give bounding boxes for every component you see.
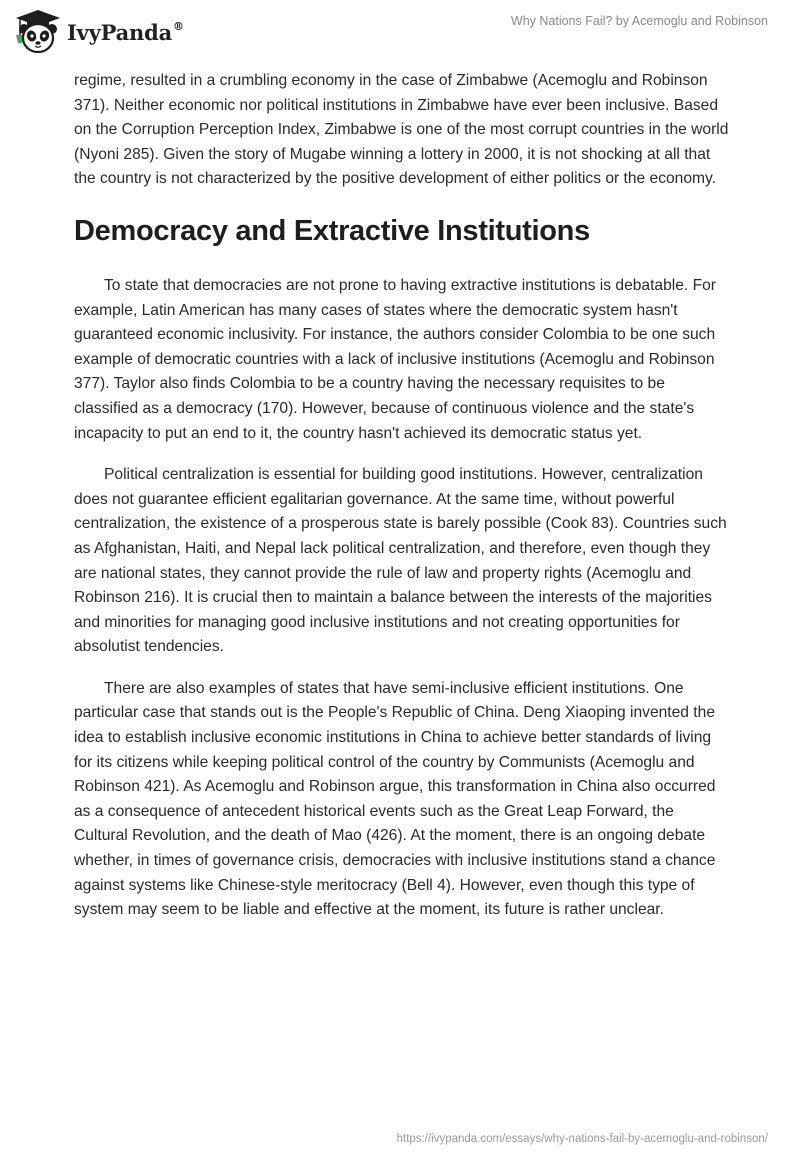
document-title: Why Nations Fail? by Acemoglu and Robinson: [510, 14, 768, 28]
panda-graduate-icon: [14, 9, 62, 55]
page-header: [0, 0, 800, 66]
essay-content: [74, 69, 730, 940]
paragraph-china: There are also examples of states that have semi-inclusive efficient institutions. One particular case that stands out is the People's Republic of China. Deng Xiaoping invented the idea to establish inclusive economic institutions in China to achieve better standards of living for its citizens while keeping political control of the country by Communists (Acemoglu and Robinson 421). As Acemoglu and Robinson argue, this transformation in China also occurred as a consequence of antecedent historical events such as the Great Leap Forward, the Cultural Revolution, and the death of Mao (426). At the moment, there is an ongoing debate whether, in times of governance crisis, democracies with inclusive institutions stand a chance against systems like Chinese-style meritocracy (Bell 4). However, even though this type of system may seem to be liable and effective at the moment, its future is rather unclear.: [74, 679, 716, 919]
paragraph-zimbabwe: regime, resulted in a crumbling economy in the case of Zimbabwe (Acemoglu and Robinson 371). Neither economic nor political institutions in Zimbabwe have ever been inclusive. Based on the Corruption Perception Index, Zimbabwe is one of the most corrupt countries in the world (Nyoni 285). Given the story of Mugabe winning a lottery in 2000, it is not shocking at all that the country is not characterized by the positive development of either politics or the economy.: [74, 72, 729, 188]
source-url-link[interactable]: https://ivypanda.com/essays/why-nations-fail-by-acemoglu-and-robinson/: [396, 1133, 768, 1145]
logo-wordmark: IvyPanda®: [67, 19, 184, 45]
ivypanda-logo[interactable]: [14, 9, 184, 55]
paragraph-centralization: Political centralization is essential for building good institutions. However, centralization does not guarantee efficient egalitarian governance. At the same time, without powerful centralization, the existence of a prosperous state is barely possible (Cook 83). Countries such as Afghanistan, Haiti, and Nepal lack political centralization, and therefore, even though they are national states, they cannot provide the rule of law and property rights (Acemoglu and Robinson 216). It is crucial then to maintain a balance between the interests of the majorities and minorities for managing good inclusive institutions and not creating opportunities for absolutist tendencies.: [74, 466, 727, 656]
section-heading: Democracy and Extractive Institutions: [74, 214, 590, 247]
paragraph-democracies: To state that democracies are not prone to having extractive institutions is debatable. For example, Latin American has many cases of states where the democratic system hasn't guaranteed economic inclusivity. For instance, the authors consider Colombia to be one such example of democratic countries with a lack of inclusive institutions (Acemoglu and Robinson 377). Taylor also finds Colombia to be a country having the necessary requisites to be classified as a democracy (170). However, because of continuous violence and the state's incapacity to put an end to it, the country hasn't achieved its democratic status yet.: [74, 276, 716, 442]
